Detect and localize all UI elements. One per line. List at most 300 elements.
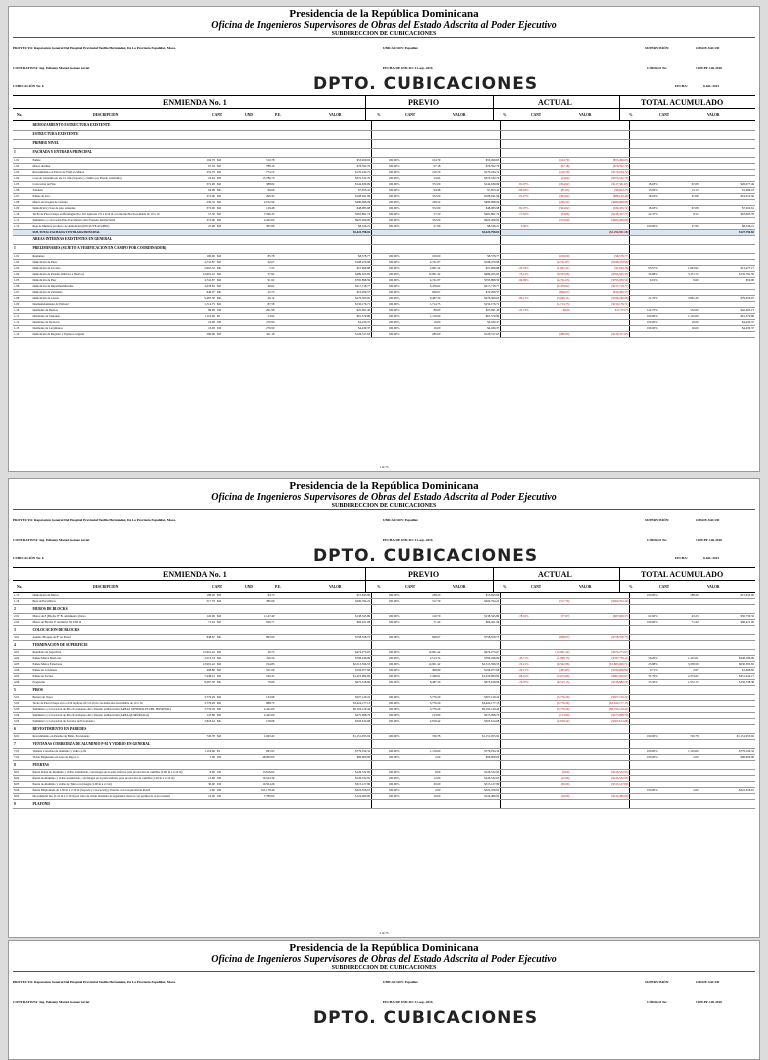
col-pu: P.U. <box>275 585 282 590</box>
cell-tv <box>700 605 755 614</box>
cell-pc: 100.00 <box>400 253 441 259</box>
cell-av: ($7,934.76) <box>570 265 629 271</box>
cell-pu: 10,544.39 <box>240 776 275 782</box>
cell-cant: 12,901.42 <box>185 662 216 668</box>
cell-pv: $48,083.98 <box>441 205 500 211</box>
cell-tc: 16.00 <box>659 325 700 331</box>
cell-av: ($170,244.72) <box>570 169 629 175</box>
cell-ap: -26.33% <box>501 265 530 271</box>
cell-no: 1.04 <box>13 271 31 277</box>
cell-pp: 100.00% <box>372 253 401 259</box>
cell-pu: 2,432.00 <box>240 713 275 719</box>
cell-valor: $217,718.77 <box>275 283 371 289</box>
col-cant-previo: CANT <box>405 113 416 118</box>
cell-pu: 385.96 <box>240 599 275 605</box>
cell-ac: (239.52) <box>529 199 570 205</box>
cell-ac: (372.00) <box>529 217 570 223</box>
cell-tc: 27.90 <box>659 223 700 229</box>
cell-tc: 3,371.72 <box>659 271 700 277</box>
cell-tv: $26,077.46 <box>700 181 755 187</box>
cell-ac: (30.00) <box>529 782 570 788</box>
cell-tc: 1,119.60 <box>659 313 700 319</box>
cell-desc: Puerta Emplomada de 1.50 m x 2.10 m (Soporte y colocación) y Puertas con Cerquerlación Pencil <box>31 788 185 794</box>
cell-cant: 57.50 <box>185 211 216 217</box>
contratista-label: CONTRATISTA: Ing. Edianny Maciel Gomez Javier <box>13 66 90 71</box>
cell-pc: 16.00 <box>400 325 441 331</box>
cell-tp <box>630 235 659 244</box>
cell-pu: 276.90 <box>240 325 275 331</box>
cell-tv <box>700 139 755 148</box>
proyecto-label: PROYECTO: Reparación General Del Hospital Provincial Teófilo Hernández, De La Provincia Españilat, Moca. <box>13 46 176 51</box>
codigo-label: CÓDIGO No: <box>647 538 668 543</box>
cell-pc: 720.78 <box>400 734 441 740</box>
cell-ac: (100.00) <box>529 253 570 259</box>
cell-ac: (517.79) <box>529 599 570 605</box>
cell-tv: $8,536.21 <box>700 223 755 229</box>
cell-no: 4.05 <box>13 674 31 680</box>
cell-pc: 372.00 <box>400 217 441 223</box>
cell-valor <box>275 800 371 809</box>
cell-ac: (12.00) <box>529 776 570 782</box>
cell-tv <box>700 740 755 749</box>
cell-no: 1.11 <box>13 313 31 319</box>
cell-pp: 100.00% <box>372 734 401 740</box>
cell-und: M2 <box>216 701 241 707</box>
cell-tv <box>700 331 755 337</box>
cell-desc: Techo de Placa Chapa en Heratugne Pro 210 lapilosas 2 ft x 6.10 m con molde Electrosoldable de 10 x 10 <box>31 211 185 217</box>
cell-desc: Zabaleta <box>31 187 185 193</box>
cell-valor: $480,998.06 <box>275 199 371 205</box>
cell-und: UD <box>216 755 241 761</box>
cell-und: M2 <box>216 271 241 277</box>
cell-cant: 2.00 <box>185 755 216 761</box>
cell-valor: $124,480.00 <box>275 794 371 800</box>
col-valor: VALOR <box>329 113 342 118</box>
cell-pv <box>441 148 500 157</box>
cell-cant: 71.44 <box>185 620 216 626</box>
cell-tc: 1,415.01 <box>659 656 700 662</box>
cell-ap <box>501 626 530 635</box>
cell-und: M2 <box>216 707 241 713</box>
col-cant-previo: CANT <box>405 585 416 590</box>
cell-ac: (9,533.06) <box>529 271 570 277</box>
actual-heading: ACTUAL <box>538 570 572 580</box>
cell-tv: $1,151,955.92 <box>700 734 755 740</box>
cell-und: P2 <box>216 313 241 319</box>
cell-desc: Desmonte de Lavamanos <box>31 325 185 331</box>
cell-tv <box>700 121 755 130</box>
cell-no: 1.01 <box>13 157 31 163</box>
cell-valor: $758,558.75 <box>275 635 371 641</box>
cell-cant: 2,513.74 <box>185 656 216 662</box>
cell-cant: 7,448.91 <box>185 674 216 680</box>
cell-valor <box>275 121 371 130</box>
cell-av: ($795,839.59) <box>570 277 629 283</box>
cell-pp <box>372 686 401 695</box>
cell-und: ML <box>216 719 241 725</box>
cell-tp: 0.71% <box>630 668 659 674</box>
cell-pv: $2,513,596.53 <box>441 662 500 668</box>
cell-tc <box>659 148 700 157</box>
table-row <box>13 148 755 157</box>
cell-pp: 100.00% <box>372 614 401 620</box>
cell-tp: 100.00% <box>630 734 659 740</box>
cell-und: UD <box>216 325 241 331</box>
cell-cant: 1,119.60 <box>185 749 216 755</box>
cell-tc: 720.78 <box>659 734 700 740</box>
codigo-value: 1109-PF-126-2016 <box>696 538 722 543</box>
cell-no: 6 <box>13 725 31 734</box>
col-und: UND <box>245 585 253 590</box>
cell-no: 1.02 <box>13 259 31 265</box>
cell-tv: $650,595.82 <box>700 662 755 668</box>
cell-tp: 100.00% <box>630 593 659 599</box>
cell-pu: 316.50 <box>240 656 275 662</box>
cell-pv: $758,558.75 <box>441 635 500 641</box>
cell-desc: Demolición de Pisa <box>31 277 185 283</box>
cell-ac: 66.00 <box>529 307 570 313</box>
cell-pv: $66,421.06 <box>441 620 500 626</box>
cell-pp: 100.00% <box>372 331 401 337</box>
cell-pp: 100.00% <box>372 650 401 656</box>
cell-und: UD <box>216 788 241 794</box>
cell-valor: $474,273.67 <box>275 650 371 656</box>
cell-und: M3 <box>216 223 241 229</box>
cell-no: 8.05 <box>13 794 31 800</box>
cell-valor: $276,300.05 <box>275 295 371 301</box>
cell-valor: $925,260.00 <box>275 217 371 223</box>
cell-cant: 30.00 <box>185 782 216 788</box>
cell-pp: 100.00% <box>372 782 401 788</box>
cell-ap: -81.97% <box>501 181 530 187</box>
cell-pv: $150,176.71 <box>441 301 500 307</box>
cell-cant: 1,714.75 <box>185 301 216 307</box>
cell-und <box>216 740 241 749</box>
cell-tp <box>630 686 659 695</box>
cell-pu <box>240 641 275 650</box>
page-header <box>13 481 755 509</box>
cell-ac <box>529 235 570 244</box>
cell-no: 8.01 <box>13 770 31 776</box>
cell-pv: $507,129.22 <box>441 695 500 701</box>
cell-desc: Pañete <box>31 157 185 163</box>
cell-av: ($192,608.84) <box>570 668 629 674</box>
col-descripcion: DESCRIPCION <box>93 113 119 118</box>
cell-und: M2 <box>216 217 241 223</box>
cell-pp: 100.00% <box>372 271 401 277</box>
header-department: SUBDIRECCION DE CUBICACIONES <box>331 965 437 972</box>
cell-tv: $63,063.78 <box>700 211 755 217</box>
cell-pc <box>400 686 441 695</box>
cell-und: UD <box>216 776 241 782</box>
table-row <box>13 725 755 734</box>
cell-no: 1.09 <box>13 205 31 211</box>
cell-und <box>216 605 241 614</box>
cell-valor: $25,091.40 <box>275 307 371 313</box>
fecha-value: 8-feb.-2021 <box>703 556 720 561</box>
cell-valor: $76,592.70 <box>275 163 371 169</box>
cell-pc: 4,741.87 <box>400 259 441 265</box>
cell-valor: $1,419,084.84 <box>275 674 371 680</box>
cell-no: 1.12 <box>13 319 31 325</box>
cell-pu: 161,178.46 <box>240 788 275 794</box>
cell-tc: 16.00 <box>659 319 700 325</box>
cell-ap: -99.99% <box>501 277 530 283</box>
cell-pv <box>441 244 500 253</box>
cell-ap <box>501 244 530 253</box>
cell-tp <box>630 641 659 650</box>
table-row <box>13 605 755 614</box>
cell-av: ($518,880.52) <box>570 680 629 686</box>
cell-valor <box>275 605 371 614</box>
cell-tv: $61,579.80 <box>700 313 755 319</box>
cell-av: ($1,863,000.71) <box>570 662 629 668</box>
cell-valor: $275,998.70 <box>275 713 371 719</box>
cell-no: 1.05 <box>13 277 31 283</box>
cell-tp <box>630 740 659 749</box>
cell-desc: Muros de Bloche 6" Aventura SS 0.60 m <box>31 620 185 626</box>
cell-av: ($19,299.57) <box>570 289 629 295</box>
cell-pp: 100.00% <box>372 776 401 782</box>
cell-pv <box>441 121 500 130</box>
cell-valor: $150,176.71 <box>275 301 371 307</box>
cell-no: 1.12 <box>13 223 31 229</box>
cell-pp: 100.00% <box>372 668 401 674</box>
cell-desc: Desmonte de Inodoros <box>31 319 185 325</box>
cell-und: ML <box>216 635 241 641</box>
cell-desc: REVESTIMIENTO EN PAREDES <box>31 725 185 734</box>
cell-valor: $53,499.65 <box>275 157 371 163</box>
cell-cant: 372.00 <box>185 217 216 223</box>
cell-ac: (304.92) <box>529 181 570 187</box>
cell-und: UD <box>216 319 241 325</box>
cell-tv <box>700 235 755 244</box>
cell-ac: (3,776.29) <box>529 707 570 713</box>
cell-pc: 2,818.42 <box>400 719 441 725</box>
cell-desc: Suministro y Colocación de Piso Porcelanato Alto Tránsito antibacterial (AREAS GENERALES DEL HOSPITAL) <box>31 707 185 713</box>
cell-valor: $194,077.66 <box>275 668 371 674</box>
cell-pu <box>240 130 275 139</box>
cell-pu: 194.83 <box>240 662 275 668</box>
cell-no: 3.01 <box>13 635 31 641</box>
cell-tc: 2.00 <box>659 788 700 794</box>
cell-pc <box>400 235 441 244</box>
column-header-row <box>13 109 755 121</box>
cell-av <box>570 235 629 244</box>
cell-no: 1.09 <box>13 301 31 307</box>
cell-valor <box>275 244 371 253</box>
cell-av <box>570 148 629 157</box>
cell-valor <box>275 740 371 749</box>
cell-tc: 67.08 <box>659 181 700 187</box>
cell-pv: $108,041.96 <box>441 193 500 199</box>
cell-und: M2 <box>216 656 241 662</box>
cell-desc: Demolición de Zabaletas <box>31 289 185 295</box>
cell-desc: COLOCACION DE BLOCKS <box>31 626 185 635</box>
cell-und <box>216 686 241 695</box>
cell-no: 7.02 <box>13 755 31 761</box>
cell-pv <box>441 725 500 734</box>
cell-ac: (4,741.63) <box>529 277 570 283</box>
cell-valor: $675,618.90 <box>275 680 371 686</box>
table-row <box>13 626 755 635</box>
cell-valor: $795,898.59 <box>275 277 371 283</box>
cell-tv <box>700 725 755 734</box>
cell-tv <box>700 800 755 809</box>
cell-no: 4.01 <box>13 650 31 656</box>
cell-av: ($53,499.65) <box>570 157 629 163</box>
cell-av: ($347,759.11) <box>570 656 629 662</box>
cell-tv: $96,000.00 <box>700 755 755 761</box>
cell-ap: -29.15% <box>501 668 530 674</box>
cell-tp: 31.79% <box>630 674 659 680</box>
cell-desc: AREAS INTERNAS EXISTENTES EN GENERAL <box>31 235 185 244</box>
cell-tv: $7,022.61 <box>700 205 755 211</box>
cell-pc: 517.79 <box>400 599 441 605</box>
cell-desc: TERMINACION DE SUPERFICIE <box>31 641 185 650</box>
cell-valor: $796,446.99 <box>275 656 371 662</box>
cell-no: 1.01 <box>13 253 31 259</box>
cell-pu: 7,780.00 <box>240 794 275 800</box>
cell-desc: Puerta de Aluminio y vidrio de Tinta con bisagra (1.00 m x 2.1 m) <box>31 782 185 788</box>
cell-av: ($967,650.67) <box>570 674 629 680</box>
cell-und <box>216 130 241 139</box>
codigo-value: 1109-PF-126-2016 <box>696 66 722 71</box>
header-subtitle: Oficina de Ingenieros Supervisores de Obras del Estado Adscrita al Poder Ejecutivo <box>211 491 557 503</box>
cell-no: 1.06 <box>13 187 31 193</box>
cell-pc: 1,119.60 <box>400 313 441 319</box>
cell-desc: Desmonte de Puertas <box>31 307 185 313</box>
cell-pv: $489,425.85 <box>441 271 500 277</box>
cell-tp: 23.30% <box>630 680 659 686</box>
cell-pv: $8,536.21 <box>441 223 500 229</box>
supervision-label: SUPERVISIÓN: <box>645 46 670 51</box>
cell-pv: $4,430.37 <box>441 319 500 325</box>
cell-no: 4.02 <box>13 656 31 662</box>
cell-av: ($196,240.06) <box>570 295 629 301</box>
cell-no: 5.01 <box>13 695 31 701</box>
cell-pv: $1,151,955.92 <box>441 734 500 740</box>
header-subtitle: Oficina de Ingenieros Supervisores de Obras del Estado Adscrita al Poder Ejecutivo <box>211 953 557 965</box>
proyecto-label: PROYECTO: Reparación General Del Hospital Provincial Teófilo Hernández, De La Provincia Españilat, Moca. <box>13 980 176 985</box>
cell-tv: $66,421.06 <box>700 620 755 626</box>
section-header-row <box>13 95 755 109</box>
cell-tv: $4,430.37 <box>700 319 755 325</box>
cell-pu: 451.19 <box>240 331 275 337</box>
cell-no: 4.04 <box>13 668 31 674</box>
page-header <box>13 943 755 971</box>
col-cant-actual: CANT <box>531 585 542 590</box>
cell-ap: -43.71% <box>501 656 530 662</box>
project-info <box>13 509 755 567</box>
cell-no: 1.03 <box>13 265 31 271</box>
cell-valor <box>275 139 371 148</box>
cell-tc: 188.20 <box>659 593 700 599</box>
cell-desc: Demolición de Registro y Equipos original <box>31 331 185 337</box>
cell-pc: 2,513.74 <box>400 656 441 662</box>
cell-desc: Demolición de Muros <box>31 593 185 599</box>
cell-pu: 190.45 <box>240 674 275 680</box>
cell-av <box>570 605 629 614</box>
cell-pu: 1,963.43 <box>240 734 275 740</box>
cell-ap <box>501 148 530 157</box>
cell-pp <box>372 235 401 244</box>
cell-desc: Muros de 8 (Bloche 8" B. aditamento (bloso <box>31 614 185 620</box>
cell-ac: (6,515.15) <box>529 680 570 686</box>
cell-ac <box>529 761 570 770</box>
cell-cant <box>185 235 216 244</box>
cell-pp: 100.00% <box>372 181 401 187</box>
cell-pp <box>372 641 401 650</box>
cell-tv: $127,794.82 <box>700 229 755 235</box>
cell-tp: 100.00% <box>630 319 659 325</box>
cell-pu <box>240 686 275 695</box>
cell-pc: 3,776.29 <box>400 701 441 707</box>
cell-no: 5.03 <box>13 707 31 713</box>
cell-pv: $4,430.37 <box>441 325 500 331</box>
cell-no: 8.03 <box>13 782 31 788</box>
cubicaciones-stamp: DPTO. CUBICACIONES <box>313 546 539 567</box>
cell-av: ($315,127.80) <box>570 782 629 788</box>
cell-cant: 2,818.42 <box>185 719 216 725</box>
table-row <box>13 740 755 749</box>
cell-pu <box>240 235 275 244</box>
cell-und: M3 <box>216 599 241 605</box>
cell-no: 1.14 <box>13 331 31 337</box>
cell-pp <box>372 605 401 614</box>
cell-pv: $76,592.70 <box>441 163 500 169</box>
cell-pc: 3,776.29 <box>400 695 441 701</box>
cell-valor: $61,579.80 <box>275 313 371 319</box>
cell-ap <box>501 235 530 244</box>
cell-tv <box>700 148 755 157</box>
col-cant-actual: CANT <box>531 113 542 118</box>
cell-cant: 408.80 <box>185 668 216 674</box>
cell-pu: 84.73 <box>240 593 275 599</box>
supervision-value: OISOE-SALUD <box>696 46 720 51</box>
cell-av <box>570 626 629 635</box>
cell-tc <box>659 725 700 734</box>
cell-tp: 56.29% <box>630 656 659 662</box>
cell-av <box>570 740 629 749</box>
cell-pu <box>240 740 275 749</box>
cell-desc: Barrera de Vapor <box>31 695 185 701</box>
cell-pv: $25,091.40 <box>441 307 500 313</box>
cell-valor: $9,193,129.44 <box>275 707 371 713</box>
cell-pc <box>400 800 441 809</box>
cell-pc: 12,901.42 <box>400 662 441 668</box>
cell-und: UD <box>216 782 241 788</box>
cell-av: ($117,561.63) <box>570 181 629 187</box>
cell-desc: Replanteo <box>31 253 185 259</box>
cell-cant: 3,776.29 <box>185 695 216 701</box>
cell-pu: 129.48 <box>240 205 275 211</box>
cell-und: M2 <box>216 614 241 620</box>
cell-valor <box>275 130 371 139</box>
fecha-label: FECHA: <box>675 556 688 561</box>
cell-pc: 12,901.42 <box>400 271 441 277</box>
cell-tc: 3,861.29 <box>659 295 700 301</box>
cell-valor: $21,996.88 <box>275 265 371 271</box>
cell-und: UD <box>216 794 241 800</box>
cell-valor: $19,299.57 <box>275 289 371 295</box>
cell-ac: (280.00) <box>529 331 570 337</box>
cell-und: M2 <box>216 277 241 283</box>
supervision-value: OISOE-SALUD <box>696 518 720 523</box>
cell-pv <box>441 626 500 635</box>
cell-tc: 8.52 <box>659 211 700 217</box>
cell-pc: 27.90 <box>400 223 441 229</box>
